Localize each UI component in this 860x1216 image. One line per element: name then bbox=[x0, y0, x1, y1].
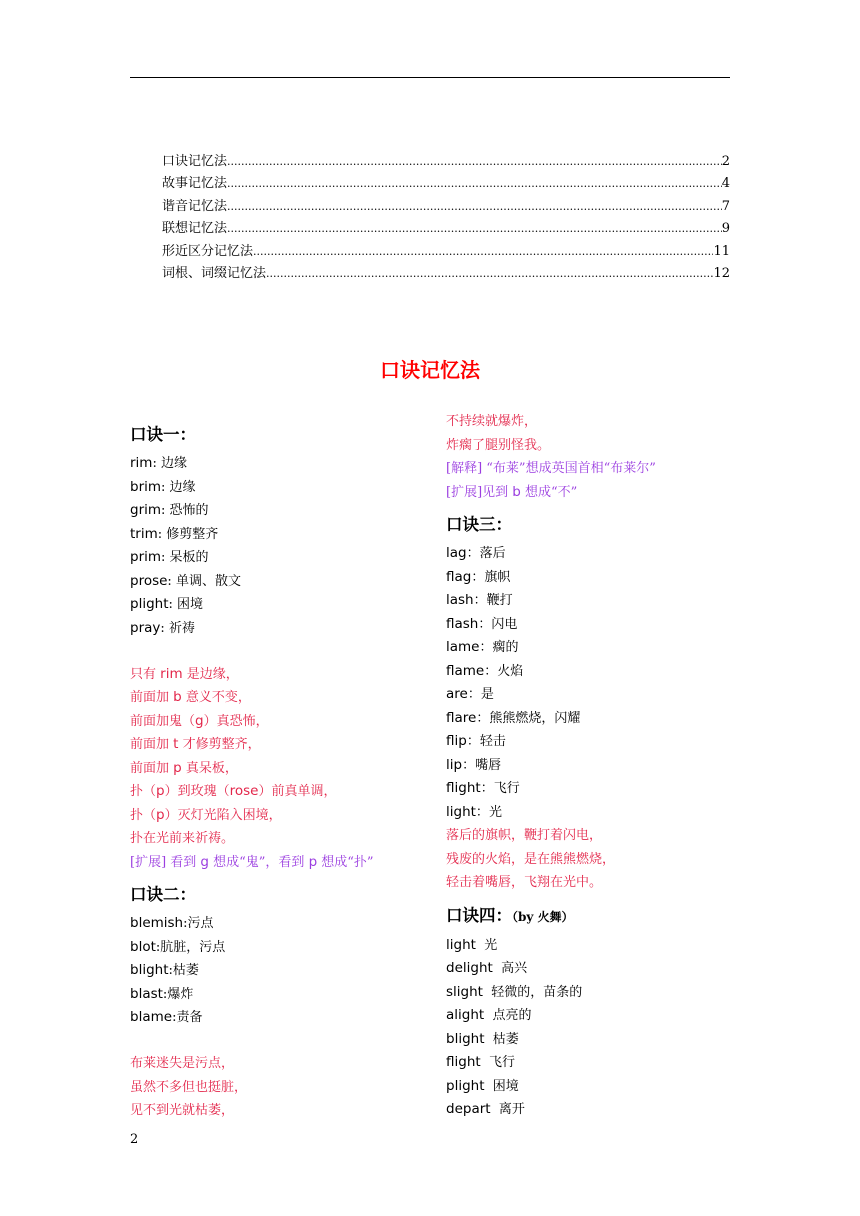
vocab-separator: ： bbox=[476, 710, 490, 726]
toc-label: 故事记忆法 bbox=[162, 176, 228, 192]
toc-label: 联想记忆法 bbox=[162, 221, 228, 237]
s2-notes bbox=[446, 457, 736, 504]
s1-rhyme bbox=[130, 663, 430, 851]
vocab-word: flight bbox=[446, 780, 481, 796]
vocab-meaning: 轻击 bbox=[479, 734, 506, 749]
vocab-item bbox=[446, 636, 736, 660]
vocab-item bbox=[446, 589, 736, 613]
vocab-separator bbox=[481, 1055, 489, 1070]
vocab-word: flare bbox=[446, 709, 477, 726]
vocab-meaning: 飞行 bbox=[493, 781, 520, 796]
vocab-meaning: 嘴唇 bbox=[475, 757, 502, 773]
vocab-separator: ： bbox=[479, 640, 493, 655]
vocab-separator: ： bbox=[466, 734, 480, 749]
vocab-separator: : bbox=[168, 597, 178, 612]
vocab-item bbox=[130, 959, 430, 983]
vocab-separator bbox=[485, 1079, 493, 1094]
vocab-word: blot bbox=[130, 938, 156, 955]
vocab-item bbox=[446, 957, 736, 981]
note-line-text: [扩展]见到 b 想成“不” bbox=[446, 483, 578, 500]
vocab-item bbox=[446, 542, 736, 566]
header-rule bbox=[130, 77, 730, 78]
toc-entry bbox=[162, 241, 730, 263]
table-of-contents bbox=[162, 151, 730, 285]
rhyme-line bbox=[130, 1076, 430, 1100]
vocab-word: blight bbox=[130, 962, 169, 978]
vocab-word: flag bbox=[446, 568, 472, 585]
vocab-meaning: 枯萎 bbox=[492, 1031, 519, 1047]
vocab-meaning: 点亮的 bbox=[492, 1008, 532, 1023]
vocab-word: lip bbox=[446, 756, 463, 773]
rhyme-line bbox=[130, 1099, 430, 1123]
vocab-word: lash bbox=[446, 592, 474, 608]
s3-title: 口诀三： bbox=[446, 515, 512, 534]
vocab-item bbox=[446, 1075, 736, 1099]
s4-word-list bbox=[446, 934, 736, 1122]
rhyme-line bbox=[446, 871, 736, 895]
vocab-separator: : bbox=[157, 526, 167, 542]
rhyme-line-text: 落后的旗帜，鞭打着闪电， bbox=[446, 828, 603, 843]
toc-page-number: 11 bbox=[713, 243, 730, 259]
vocab-word: flip bbox=[446, 733, 467, 749]
toc-label: 词根、词缀记忆法 bbox=[162, 265, 267, 281]
vocab-item bbox=[130, 593, 430, 617]
vocab-separator: ： bbox=[484, 663, 498, 679]
note-line bbox=[446, 481, 736, 505]
rhyme-line-text: 炸瘸了腿别怪我。 bbox=[446, 437, 551, 453]
vocab-item bbox=[446, 1004, 736, 1028]
rhyme-line-text: 前面加 p 真呆板， bbox=[130, 759, 238, 776]
vocab-item bbox=[446, 754, 736, 778]
vocab-meaning: 旗帜 bbox=[484, 569, 511, 585]
vocab-word: light bbox=[446, 803, 476, 820]
right-column bbox=[446, 410, 736, 1122]
vocab-item bbox=[130, 912, 430, 936]
vocab-separator: ： bbox=[466, 546, 480, 561]
vocab-meaning: 边缘 bbox=[160, 456, 187, 471]
rhyme-line-text: 前面加 t 才修剪整齐， bbox=[130, 736, 261, 752]
vocab-item bbox=[446, 1028, 736, 1052]
vocab-word: lame bbox=[446, 639, 480, 655]
toc-page-number: 4 bbox=[721, 176, 730, 192]
toc-page-number: 12 bbox=[713, 265, 730, 281]
s3-word-list bbox=[446, 542, 736, 824]
vocab-separator: ： bbox=[462, 757, 476, 773]
vocab-meaning: 枯萎 bbox=[172, 963, 199, 978]
vocab-item bbox=[130, 936, 430, 960]
vocab-word: pray bbox=[130, 619, 161, 636]
rhyme-line-text: 见不到光就枯萎， bbox=[130, 1103, 235, 1118]
s4-author: （by 火舞） bbox=[512, 909, 574, 924]
vocab-word: light bbox=[446, 936, 476, 953]
toc-leader-dots bbox=[227, 218, 722, 240]
vocab-item bbox=[446, 981, 736, 1005]
vocab-separator: ： bbox=[473, 593, 487, 608]
vocab-meaning: 轻微的，苗条的 bbox=[491, 984, 583, 1000]
vocab-separator: : bbox=[183, 916, 188, 931]
rhyme-line-text: 残废的火焰，是在熊熊燃烧， bbox=[446, 851, 616, 867]
vocab-item bbox=[130, 983, 430, 1007]
rhyme-line bbox=[446, 848, 736, 872]
rhyme-line-text: 扑在光前来祈祷。 bbox=[130, 831, 235, 846]
vocab-item bbox=[446, 683, 736, 707]
toc-label: 口诀记忆法 bbox=[162, 154, 228, 169]
rhyme-line-text: 前面加鬼（g）真恐怖， bbox=[130, 712, 269, 729]
toc-entry bbox=[162, 196, 730, 218]
page-number: 2 bbox=[130, 1132, 139, 1147]
vocab-meaning: 鞭打 bbox=[486, 593, 513, 608]
rhyme-line bbox=[130, 686, 430, 710]
vocab-item bbox=[130, 476, 430, 500]
vocab-item bbox=[130, 617, 430, 641]
vocab-word: flash bbox=[446, 615, 479, 632]
vocab-separator: : bbox=[172, 1010, 177, 1025]
vocab-separator: : bbox=[152, 456, 161, 471]
vocab-meaning: 呆板的 bbox=[169, 550, 209, 565]
rhyme-line-text: 扑（p）到玫瑰（rose）前真单调， bbox=[130, 783, 337, 799]
toc-label: 谐音记忆法 bbox=[162, 198, 228, 214]
vocab-word: prim bbox=[130, 549, 162, 565]
vocab-meaning: 瘸的 bbox=[492, 640, 519, 655]
vocab-separator: ： bbox=[467, 687, 481, 702]
vocab-separator: : bbox=[160, 620, 169, 636]
rhyme-line-text: 前面加 b 意义不变， bbox=[130, 689, 251, 705]
vocab-meaning: 高兴 bbox=[501, 961, 528, 976]
vocab-meaning: 困境 bbox=[177, 597, 204, 612]
rhyme-line-text: 虽然不多但也挺脏， bbox=[130, 1079, 248, 1095]
vocab-separator bbox=[491, 1102, 499, 1117]
toc-label: 形近区分记忆法 bbox=[162, 243, 254, 259]
toc-page-number: 7 bbox=[721, 198, 730, 214]
vocab-meaning: 祈祷 bbox=[168, 620, 195, 636]
vocab-word: depart bbox=[446, 1101, 491, 1117]
vocab-separator: ： bbox=[478, 616, 492, 632]
toc-page-number: 9 bbox=[721, 221, 730, 237]
s2-rhyme-left bbox=[130, 1052, 430, 1123]
section-heading: 口诀记忆法 bbox=[380, 358, 480, 382]
vocab-word: flight bbox=[446, 1054, 481, 1070]
toc-leader-dots bbox=[227, 173, 722, 195]
vocab-word: are bbox=[446, 686, 468, 702]
vocab-word: lag bbox=[446, 545, 467, 561]
vocab-meaning: 肮脏，污点 bbox=[160, 939, 226, 955]
vocab-word: blame bbox=[130, 1009, 173, 1025]
toc-entry bbox=[162, 218, 730, 240]
vocab-item bbox=[446, 613, 736, 637]
vocab-meaning: 污点 bbox=[187, 916, 214, 931]
vocab-word: delight bbox=[446, 960, 493, 976]
toc-leader-dots bbox=[227, 151, 722, 173]
vocab-separator: ： bbox=[471, 569, 485, 585]
rhyme-line bbox=[130, 733, 430, 757]
vocab-meaning: 恐怖的 bbox=[169, 503, 209, 518]
rhyme-line bbox=[130, 757, 430, 781]
rhyme-line bbox=[446, 434, 736, 458]
vocab-separator: ： bbox=[475, 804, 489, 820]
rhyme-line-text: 不持续就爆炸， bbox=[446, 414, 538, 429]
vocab-word: blast bbox=[130, 985, 163, 1002]
vocab-separator: : bbox=[155, 939, 161, 955]
vocab-word: flame bbox=[446, 662, 485, 679]
vocab-separator: ： bbox=[480, 781, 494, 796]
toc-page-number: 2 bbox=[721, 154, 730, 169]
vocab-separator: : bbox=[161, 550, 170, 565]
vocab-separator bbox=[476, 938, 484, 953]
vocab-meaning: 闪电 bbox=[491, 616, 518, 632]
s1-word-list bbox=[130, 452, 430, 640]
vocab-separator: : bbox=[162, 986, 168, 1002]
rhyme-line-text: 扑（p）灭灯光陷入困境， bbox=[130, 806, 282, 823]
vocab-item bbox=[446, 801, 736, 825]
vocab-item bbox=[130, 523, 430, 547]
s1-title: 口诀一： bbox=[130, 425, 196, 444]
vocab-meaning: 单调、散文 bbox=[175, 573, 241, 589]
vocab-meaning: 落后 bbox=[479, 546, 506, 561]
vocab-meaning: 火焰 bbox=[497, 663, 524, 679]
vocab-separator: : bbox=[161, 503, 170, 518]
toc-entry bbox=[162, 151, 730, 173]
vocab-item bbox=[130, 570, 430, 594]
s4-title: 口诀四：（by 火舞） bbox=[446, 905, 574, 925]
rhyme-line bbox=[130, 780, 430, 804]
vocab-item bbox=[446, 707, 736, 731]
vocab-separator: : bbox=[161, 479, 170, 495]
vocab-meaning: 责备 bbox=[176, 1010, 203, 1025]
rhyme-line bbox=[130, 804, 430, 828]
vocab-meaning: 熊熊燃烧，闪耀 bbox=[489, 710, 581, 726]
vocab-word: prose bbox=[130, 572, 168, 589]
vocab-meaning: 光 bbox=[488, 804, 502, 820]
vocab-item bbox=[446, 1051, 736, 1075]
vocab-meaning: 修剪整齐 bbox=[166, 526, 219, 542]
s2-word-list bbox=[130, 912, 430, 1030]
toc-leader-dots bbox=[227, 196, 722, 218]
left-column bbox=[130, 418, 430, 1123]
vocab-meaning: 是 bbox=[480, 687, 494, 702]
vocab-separator: : bbox=[167, 573, 176, 589]
vocab-item bbox=[446, 1098, 736, 1122]
vocab-separator: : bbox=[168, 963, 173, 978]
vocab-word: grim bbox=[130, 502, 162, 518]
vocab-item bbox=[130, 452, 430, 476]
vocab-word: blemish bbox=[130, 915, 184, 931]
vocab-item bbox=[130, 1006, 430, 1030]
rhyme-line-text: 轻击着嘴唇，飞翔在光中。 bbox=[446, 875, 603, 890]
s2-title: 口诀二： bbox=[130, 885, 196, 904]
rhyme-line bbox=[130, 710, 430, 734]
toc-leader-dots bbox=[253, 241, 713, 263]
note-line bbox=[446, 457, 736, 481]
s1-note: [扩展] 看到 g 想成“鬼”，看到 p 想成“扑” bbox=[130, 853, 374, 870]
vocab-word: blight bbox=[446, 1030, 485, 1047]
vocab-item bbox=[130, 546, 430, 570]
vocab-word: plight bbox=[130, 596, 169, 612]
toc-leader-dots bbox=[266, 263, 713, 285]
vocab-word: trim bbox=[130, 525, 158, 542]
rhyme-line bbox=[446, 824, 736, 848]
vocab-item bbox=[446, 777, 736, 801]
vocab-separator bbox=[485, 1032, 493, 1047]
vocab-word: brim bbox=[130, 478, 162, 495]
vocab-separator bbox=[483, 985, 491, 1000]
vocab-word: alight bbox=[446, 1007, 485, 1023]
vocab-item bbox=[446, 730, 736, 754]
vocab-meaning: 爆炸 bbox=[167, 986, 194, 1002]
vocab-separator bbox=[493, 961, 501, 976]
vocab-meaning: 飞行 bbox=[488, 1055, 515, 1070]
toc-entry bbox=[162, 263, 730, 285]
vocab-meaning: 困境 bbox=[492, 1078, 519, 1094]
vocab-item bbox=[130, 499, 430, 523]
vocab-item bbox=[446, 934, 736, 958]
rhyme-line-text: 布莱迷失是污点， bbox=[130, 1056, 235, 1071]
vocab-item bbox=[446, 660, 736, 684]
vocab-word: slight bbox=[446, 983, 483, 1000]
toc-entry bbox=[162, 173, 730, 195]
rhyme-line-text: 只有 rim 是边缘， bbox=[130, 665, 239, 682]
vocab-meaning: 离开 bbox=[498, 1102, 525, 1117]
note-line-text: [解释] “布莱”想成英国首相“布莱尔” bbox=[446, 461, 656, 476]
vocab-word: rim bbox=[130, 455, 153, 471]
vocab-meaning: 光 bbox=[484, 937, 498, 953]
rhyme-line bbox=[130, 1052, 430, 1076]
s2-rhyme-right bbox=[446, 410, 736, 457]
rhyme-line bbox=[446, 410, 736, 434]
rhyme-line bbox=[130, 663, 430, 687]
s3-rhyme bbox=[446, 824, 736, 895]
rhyme-line bbox=[130, 827, 430, 851]
vocab-meaning: 边缘 bbox=[169, 479, 196, 495]
vocab-item bbox=[446, 566, 736, 590]
vocab-word: plight bbox=[446, 1077, 485, 1094]
